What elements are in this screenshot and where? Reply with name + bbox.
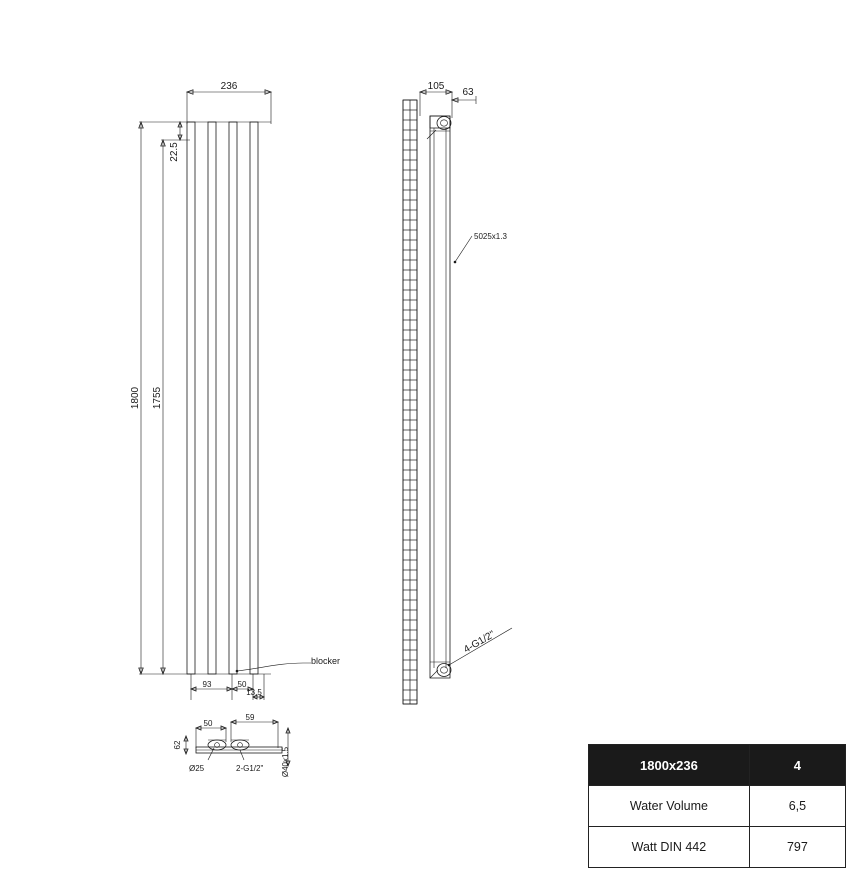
svg-text:63: 63	[462, 87, 474, 98]
dim-top-22-5	[169, 122, 182, 162]
svg-text:59: 59	[245, 713, 255, 722]
svg-text:62: 62	[173, 740, 182, 750]
svg-text:5025x1.3: 5025x1.3	[474, 232, 507, 241]
front-view-tubes	[187, 122, 271, 674]
spec-value-water-volume: 6,5	[749, 786, 845, 827]
svg-text:93: 93	[202, 680, 212, 689]
svg-text:Ø40x1.5: Ø40x1.5	[281, 746, 290, 778]
svg-text:1800: 1800	[130, 386, 141, 410]
spec-value-watt-din: 797	[749, 827, 845, 868]
dim-bottom-group	[191, 674, 264, 700]
svg-text:1755: 1755	[152, 386, 163, 410]
leader-diameter-40	[281, 728, 290, 777]
spec-header-model: 1800x236	[589, 745, 750, 786]
svg-text:13.5: 13.5	[246, 688, 262, 697]
label-blocker: blocker	[311, 656, 341, 666]
spec-table	[588, 744, 846, 868]
spec-header-sections: 4	[749, 745, 845, 786]
table-row	[589, 827, 846, 868]
dim-depth-105	[420, 81, 452, 118]
leader-blocker	[236, 663, 311, 672]
dim-detail-50	[196, 719, 226, 748]
svg-text:236: 236	[220, 81, 238, 92]
detail-view-group	[173, 713, 290, 777]
spec-label-water-volume: Water Volume	[589, 786, 750, 827]
dim-detail-59	[231, 713, 278, 748]
side-view-group	[403, 81, 512, 704]
svg-text:50: 50	[237, 680, 247, 689]
leader-diameter-25	[189, 748, 214, 773]
svg-text:2-G1/2": 2-G1/2"	[236, 764, 264, 773]
svg-text:4-G1/2": 4-G1/2"	[462, 629, 498, 656]
svg-text:105: 105	[427, 81, 445, 92]
leader-profile-5025	[454, 232, 508, 263]
front-view-group	[130, 81, 311, 700]
svg-text:50: 50	[203, 719, 213, 728]
svg-text:22.5: 22.5	[169, 142, 180, 162]
dim-height-1755	[152, 140, 190, 674]
spec-label-watt-din: Watt DIN 442	[589, 827, 750, 868]
dim-detail-62	[173, 736, 188, 754]
leader-thread-2-g12	[236, 750, 263, 773]
spec-table-header-row	[589, 745, 846, 786]
table-row	[589, 786, 846, 827]
side-view-valve-top	[427, 116, 451, 139]
svg-text:Ø25: Ø25	[189, 764, 205, 773]
dim-width-236	[187, 81, 271, 124]
leader-connection-g12	[448, 628, 512, 666]
dim-depth-63	[452, 87, 476, 104]
